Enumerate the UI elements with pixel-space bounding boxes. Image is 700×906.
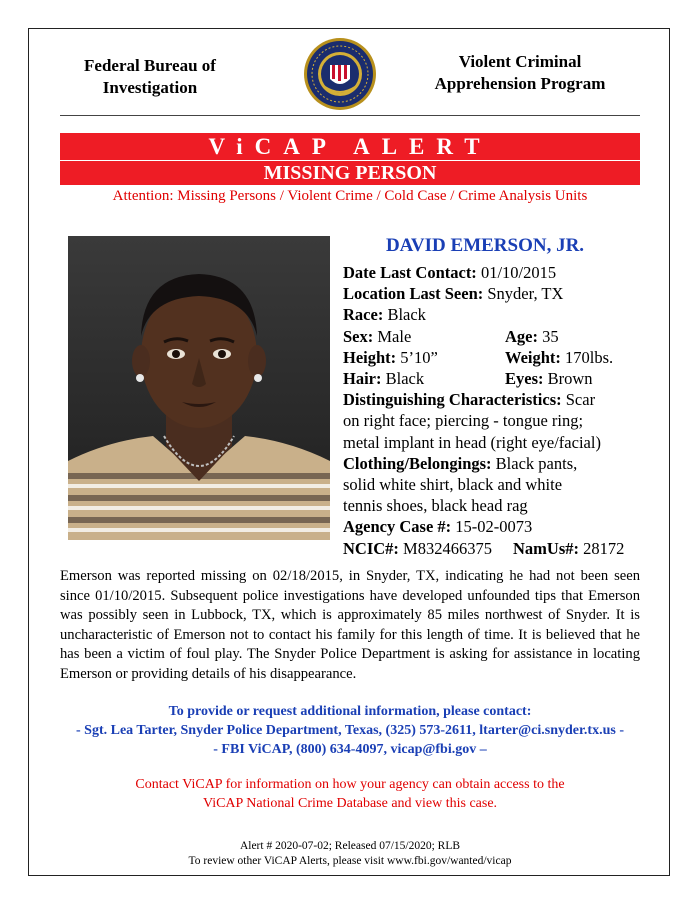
location-value: Snyder, TX xyxy=(487,284,564,304)
case-narrative: Emerson was reported missing on 02/18/2015, in Snyder, TX, indicating he had not been seen since 01/10/2015. Subsequent police investigations have developed unfounded tips that Emerson was possibly seen in Lubbock, TX, which is approximately 85 miles northwest of Snyder. It is uncharacteristic of Emerson not to contact his family for this length of time. It is believed that he has been a victim of foul play. The Snyder Police Department is asking for assistance in locating Emerson or providing details of his disappearance. xyxy=(60,568,640,682)
fbi-seal-icon xyxy=(303,37,377,111)
clothing-value-3: tennis shoes, black head rag xyxy=(343,496,528,516)
distinguishing-value-2: on right face; piercing - tongue ring; xyxy=(343,411,584,431)
ncic-label: NCIC#: xyxy=(343,538,399,558)
missing-person-banner: MISSING PERSON xyxy=(60,161,640,185)
header-agency xyxy=(60,55,240,99)
alert-release-info: Alert # 2020-07-02; Released 07/15/2020; RLB xyxy=(239,840,461,852)
subject-photo xyxy=(68,236,330,540)
hair-value: Black xyxy=(385,368,425,388)
vicap-alert-banner: ViCAP ALERT xyxy=(60,133,640,160)
header-program-line2: Apprehension Program xyxy=(434,74,606,93)
sex-label: Sex: xyxy=(343,326,374,346)
clothing-value-1: Black pants, xyxy=(495,453,578,473)
age-value: 35 xyxy=(542,326,559,346)
contact-line-fbi-vicap: - FBI ViCAP, (800) 634-4097, vicap@fbi.gov – xyxy=(213,742,487,757)
namus-value: 28172 xyxy=(583,538,625,558)
hair-eyes-row xyxy=(343,368,648,389)
header-divider xyxy=(60,115,640,116)
clothing-value-2: solid white shirt, black and white xyxy=(343,474,563,494)
weight-label: Weight: xyxy=(505,347,561,367)
weight-value: 170lbs. xyxy=(565,347,614,367)
ncic-value: M832466375 xyxy=(403,538,492,558)
agency-case-row xyxy=(343,516,648,537)
subject-portrait-icon xyxy=(68,236,330,540)
agency-case-label: Agency Case #: xyxy=(343,517,452,537)
clothing-row xyxy=(343,453,648,474)
height-value: 5’10” xyxy=(400,347,438,367)
date-last-contact-row xyxy=(343,262,648,283)
subject-name: DAVID EMERSON, JR. xyxy=(385,235,585,256)
sex-age-row xyxy=(343,326,648,347)
clothing-label: Clothing/Belongings: xyxy=(343,453,492,473)
ncic-namus-row xyxy=(343,538,648,559)
vicap-access-note xyxy=(100,775,600,813)
hair-label: Hair: xyxy=(343,368,382,388)
header-agency-line2: Investigation xyxy=(102,78,198,97)
distinguishing-value-3: metal implant in head (right eye/facial) xyxy=(343,432,601,452)
contact-heading: To provide or request additional information, please contact: xyxy=(168,704,532,719)
date-last-contact-value: 01/10/2015 xyxy=(480,263,557,282)
footer xyxy=(100,839,600,869)
race-value: Black xyxy=(387,305,426,325)
attention-line: Attention: Missing Persons / Violent Crime / Cold Case / Crime Analysis Units xyxy=(112,188,588,204)
header-agency-line1: Federal Bureau of xyxy=(84,56,216,75)
contact-block xyxy=(40,702,660,759)
distinguishing-label: Distinguishing Characteristics: xyxy=(343,390,562,410)
header-program xyxy=(420,51,620,95)
race-row xyxy=(343,304,648,325)
distinguishing-row xyxy=(343,389,648,410)
height-weight-row xyxy=(343,347,648,368)
vicap-alerts-link-text: To review other ViCAP Alerts, please visit www.fbi.gov/wanted/vicap xyxy=(188,855,512,867)
header-program-line1: Violent Criminal xyxy=(458,52,582,71)
eyes-value: Brown xyxy=(547,368,593,388)
race-label: Race: xyxy=(343,305,384,325)
agency-case-value: 15-02-0073 xyxy=(455,517,533,537)
date-last-contact-label: Date Last Contact: xyxy=(343,263,477,282)
eyes-label: Eyes: xyxy=(505,368,544,388)
vicap-note-line2: ViCAP National Crime Database and view this case. xyxy=(202,796,498,811)
location-label: Location Last Seen: xyxy=(343,284,484,304)
vicap-note-line1: Contact ViCAP for information on how your agency can obtain access to the xyxy=(135,777,565,792)
sex-value: Male xyxy=(377,326,412,346)
subject-details xyxy=(343,262,648,559)
height-label: Height: xyxy=(343,347,397,367)
distinguishing-value-1: Scar xyxy=(565,390,596,410)
namus-label: NamUs#: xyxy=(513,538,579,558)
contact-line-snyder-pd: - Sgt. Lea Tarter, Snyder Police Department, Texas, (325) 573-2611, ltarter@ci.snyder.tx.us - xyxy=(76,723,624,738)
age-label: Age: xyxy=(505,326,538,346)
location-row xyxy=(343,283,648,304)
